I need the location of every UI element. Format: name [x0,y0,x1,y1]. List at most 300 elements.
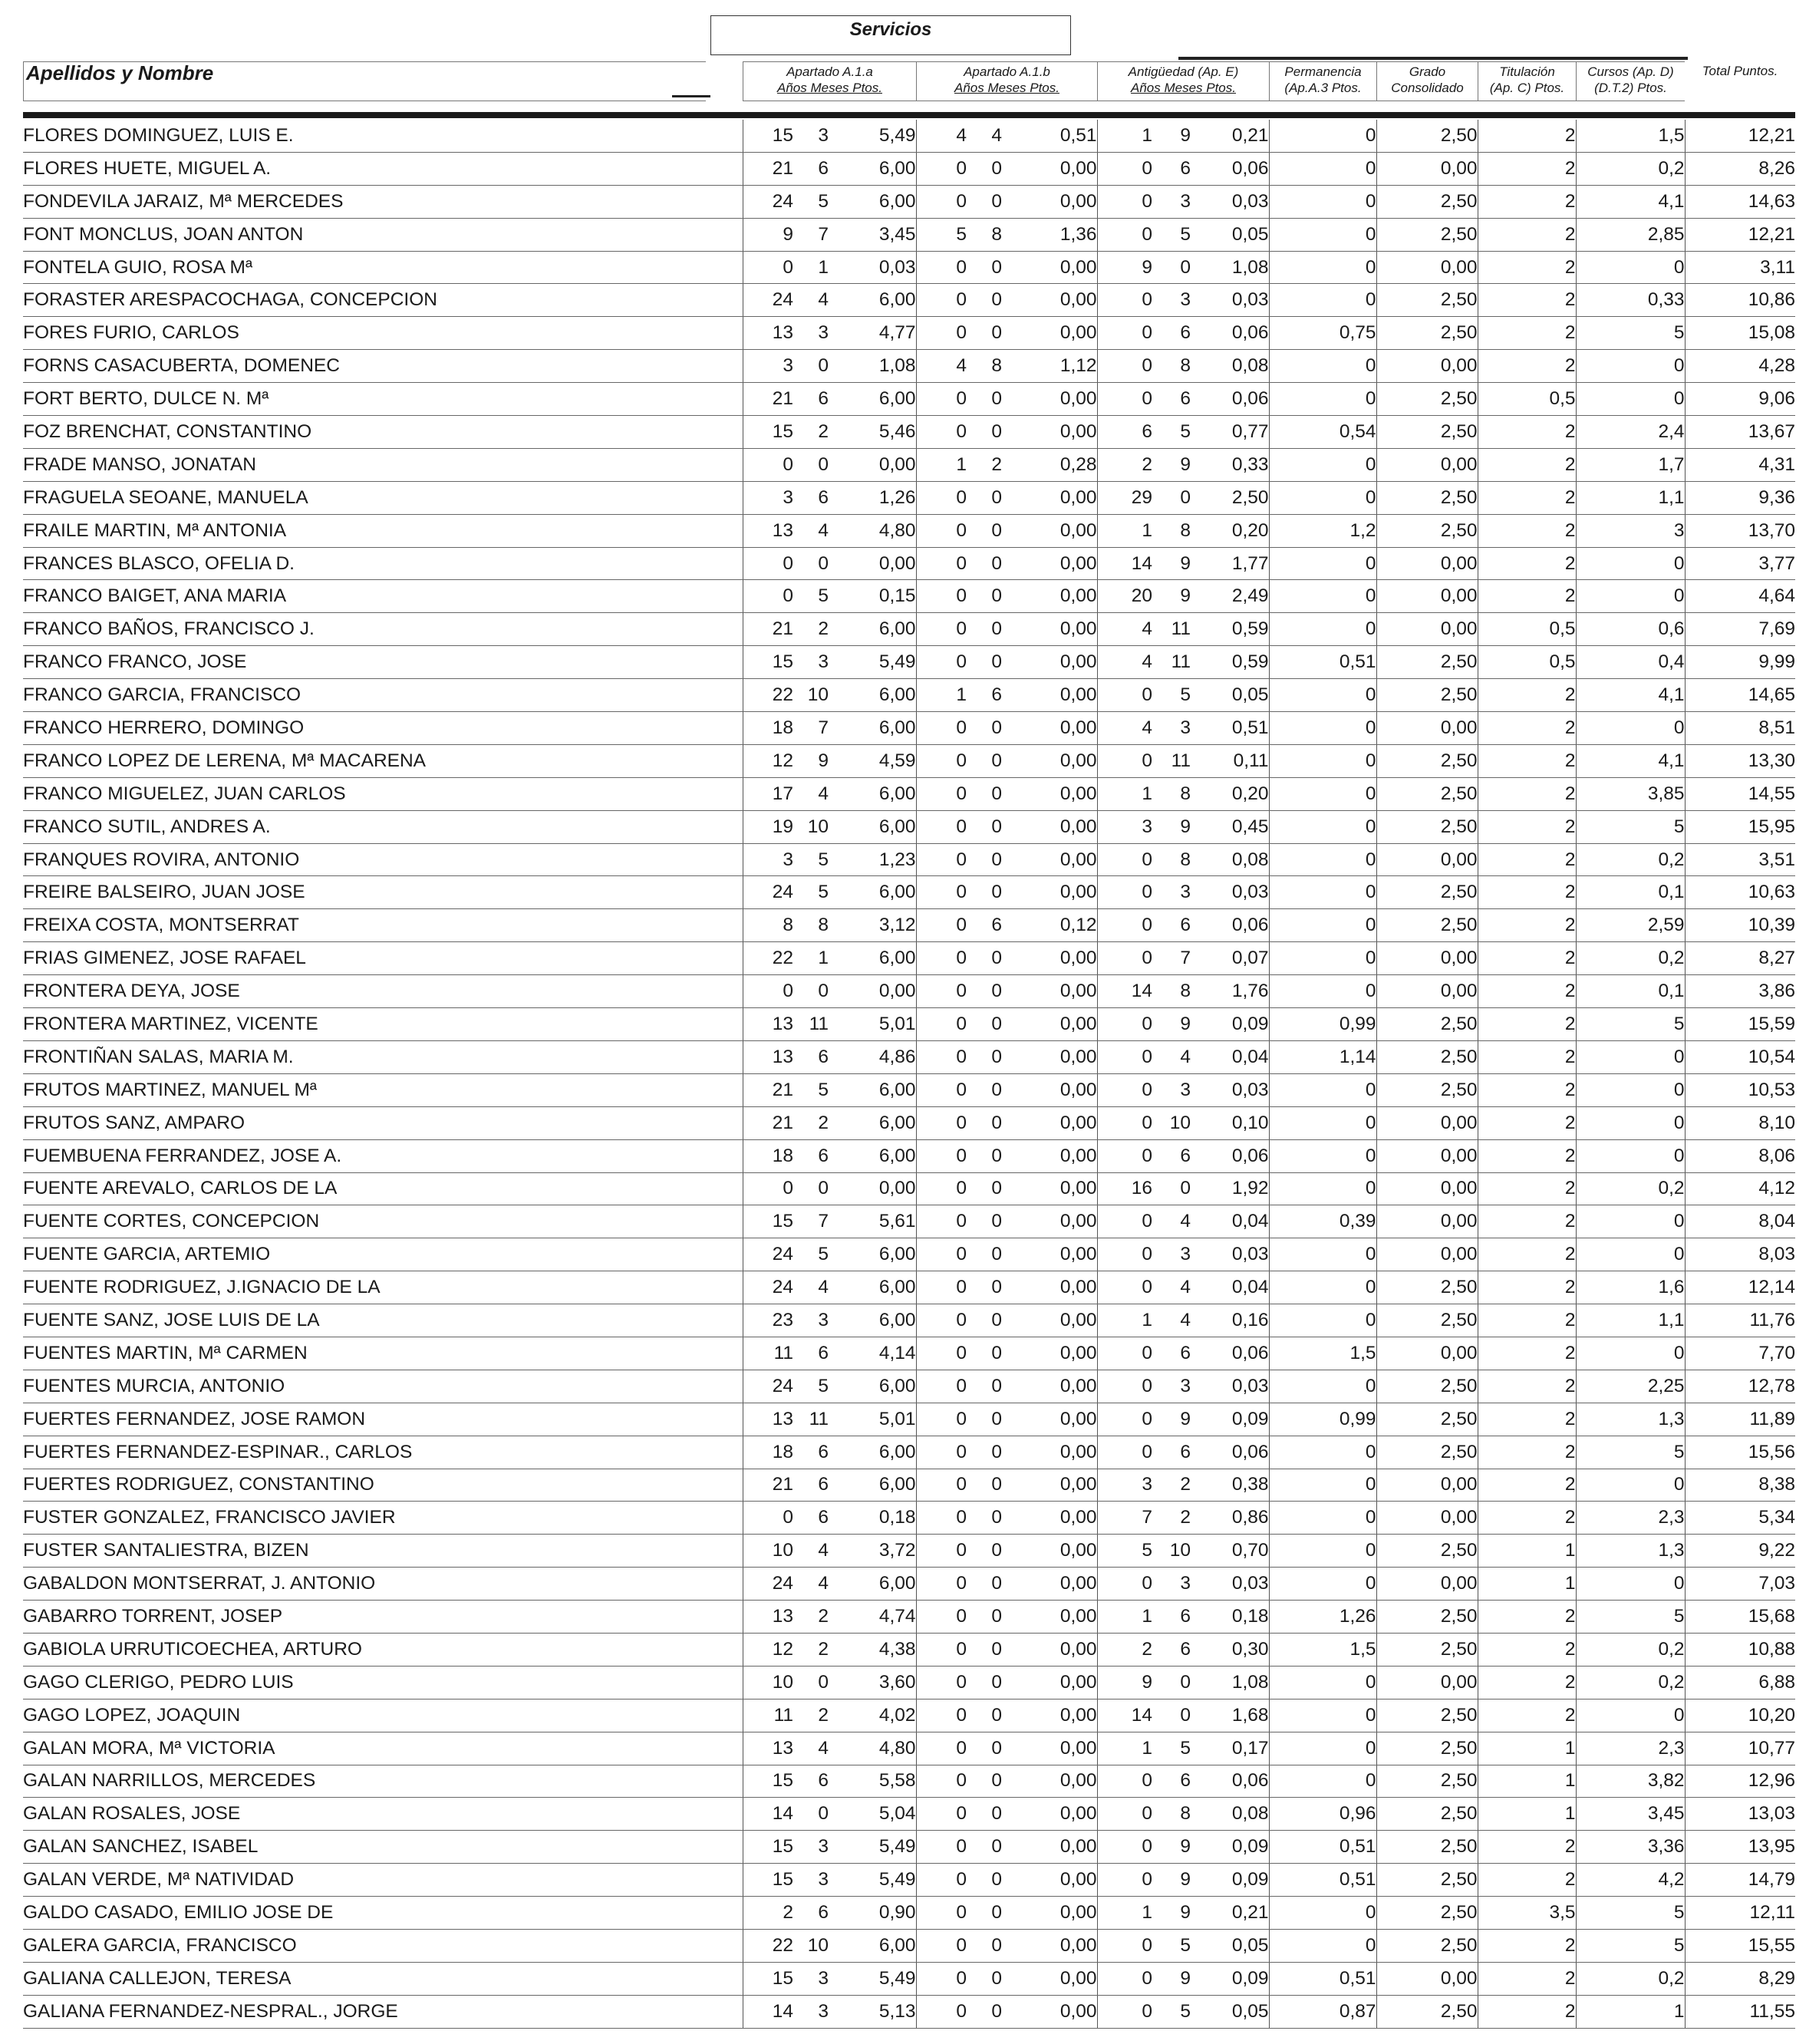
cell-a1b-months: 0 [967,251,1002,284]
cell-a1a-points: 6,00 [829,712,916,745]
cell-a1a-months: 0 [793,547,829,580]
cell-a1a-points: 0,00 [829,448,916,481]
cell-a1b-years: 0 [916,1040,967,1073]
cell-a1a-months: 6 [793,1040,829,1073]
cell-a1a-months: 5 [793,1238,829,1271]
cell-grado: 2,50 [1376,1535,1478,1568]
table-row [23,1502,1795,1535]
cell-cursos: 2,25 [1576,1370,1685,1403]
cell-permanencia: 0 [1269,185,1376,218]
cell-titulacion: 2 [1478,1831,1576,1864]
cell-antig-years: 5 [1097,1535,1152,1568]
cell-titulacion: 2 [1478,1403,1576,1436]
table-row [23,843,1795,876]
cell-a1b-points: 0,28 [1002,448,1097,481]
cell-antig-months: 6 [1152,383,1191,416]
cell-titulacion: 2 [1478,448,1576,481]
cell-a1a-points: 6,00 [829,1370,916,1403]
table-row [23,942,1795,975]
cell-a1b-points: 0,00 [1002,383,1097,416]
cell-cursos: 0,4 [1576,646,1685,679]
cell-a1b-points: 0,00 [1002,975,1097,1008]
cell-a1a-years: 8 [743,909,793,942]
cell-a1b-points: 1,12 [1002,350,1097,383]
cell-titulacion: 2 [1478,1271,1576,1304]
cell-permanencia: 0 [1269,1469,1376,1502]
table-row [23,1666,1795,1699]
table-row [23,481,1795,514]
cell-a1b-months: 0 [967,1337,1002,1370]
cell-cursos: 0,2 [1576,1633,1685,1666]
cell-a1a-years: 3 [743,481,793,514]
cell-total: 12,21 [1685,120,1795,152]
cell-a1b-months: 6 [967,909,1002,942]
cell-antig-points: 0,59 [1191,613,1269,646]
cell-a1b-months: 0 [967,1040,1002,1073]
cell-name: GAGO CLERIGO, PEDRO LUIS [23,1666,743,1699]
cell-a1a-points: 4,77 [829,317,916,350]
cell-a1a-points: 5,49 [829,120,916,152]
cell-antig-years: 20 [1097,580,1152,613]
cell-a1b-points: 0,00 [1002,1469,1097,1502]
cell-total: 12,14 [1685,1271,1795,1304]
cell-titulacion: 2 [1478,120,1576,152]
cell-permanencia: 0 [1269,218,1376,251]
table-row [23,1073,1795,1106]
cell-a1a-years: 0 [743,547,793,580]
cell-a1a-years: 21 [743,1073,793,1106]
cell-titulacion: 2 [1478,975,1576,1008]
cell-permanencia: 0 [1269,284,1376,317]
cell-titulacion: 2 [1478,1370,1576,1403]
cell-a1a-years: 15 [743,416,793,449]
cell-permanencia: 0 [1269,1106,1376,1139]
cell-antig-points: 0,06 [1191,1139,1269,1172]
cell-cursos: 0 [1576,1106,1685,1139]
table-row [23,1633,1795,1666]
cell-a1b-years: 0 [916,613,967,646]
cell-antig-years: 0 [1097,1337,1152,1370]
cell-a1a-points: 5,49 [829,1831,916,1864]
cell-total: 4,64 [1685,580,1795,613]
cell-antig-months: 7 [1152,942,1191,975]
cell-grado: 0,00 [1376,152,1478,185]
header-apartado-a1b [916,61,1097,101]
cell-a1b-points: 0,00 [1002,514,1097,547]
cell-permanencia: 0 [1269,613,1376,646]
cell-titulacion: 2 [1478,1205,1576,1238]
cell-antig-points: 0,06 [1191,383,1269,416]
cell-cursos: 0,1 [1576,975,1685,1008]
cell-titulacion: 2 [1478,1962,1576,1995]
cell-name: FRONTERA MARTINEZ, VICENTE [23,1008,743,1041]
cell-total: 10,53 [1685,1073,1795,1106]
cell-a1b-months: 0 [967,547,1002,580]
header-antiguedad [1097,61,1269,101]
cell-cursos: 3,85 [1576,777,1685,810]
cell-total: 4,12 [1685,1172,1795,1205]
cell-titulacion: 2 [1478,317,1576,350]
cell-name: FUERTES RODRIGUEZ, CONSTANTINO [23,1469,743,1502]
cell-name: FUENTES MURCIA, ANTONIO [23,1370,743,1403]
cell-titulacion: 2 [1478,547,1576,580]
cell-antig-years: 0 [1097,1436,1152,1469]
cell-a1b-months: 0 [967,1271,1002,1304]
cell-a1b-months: 0 [967,317,1002,350]
cell-cursos: 3,36 [1576,1831,1685,1864]
cell-cursos: 1,1 [1576,481,1685,514]
cell-a1b-months: 0 [967,1666,1002,1699]
cell-a1b-points: 0,00 [1002,1864,1097,1897]
cell-a1b-points: 0,51 [1002,120,1097,152]
cell-a1b-years: 0 [916,777,967,810]
cell-name: FUSTER GONZALEZ, FRANCISCO JAVIER [23,1502,743,1535]
cell-a1b-points: 0,00 [1002,1568,1097,1601]
cell-antig-points: 0,03 [1191,1073,1269,1106]
cell-grado: 0,00 [1376,843,1478,876]
cell-name: GALIANA FERNANDEZ-NESPRAL., JORGE [23,1995,743,2028]
cell-cursos: 5 [1576,1601,1685,1634]
cell-a1b-points: 0,00 [1002,185,1097,218]
cell-a1a-points: 0,00 [829,1172,916,1205]
cell-cursos: 1,7 [1576,448,1685,481]
cell-a1a-months: 6 [793,1337,829,1370]
cell-grado: 2,50 [1376,1304,1478,1337]
cell-grado: 2,50 [1376,1370,1478,1403]
cell-a1b-months: 0 [967,843,1002,876]
cell-total: 13,67 [1685,416,1795,449]
cell-a1a-years: 24 [743,1568,793,1601]
cell-grado: 0,00 [1376,251,1478,284]
cell-permanencia: 0 [1269,843,1376,876]
cell-name: FLORES DOMINGUEZ, LUIS E. [23,120,743,152]
cell-a1a-years: 0 [743,975,793,1008]
servicios-title: Servicios [849,19,932,40]
cell-permanencia: 0,39 [1269,1205,1376,1238]
cell-cursos: 4,1 [1576,185,1685,218]
header-line-2: Años Meses Ptos. [1130,81,1236,95]
cell-a1a-years: 24 [743,1370,793,1403]
cell-grado: 0,00 [1376,1666,1478,1699]
cell-titulacion: 2 [1478,1073,1576,1106]
cell-a1b-points: 0,00 [1002,777,1097,810]
cell-antig-points: 1,68 [1191,1699,1269,1732]
cell-antig-months: 6 [1152,1337,1191,1370]
cell-antig-months: 3 [1152,185,1191,218]
cell-a1b-years: 0 [916,251,967,284]
cell-a1a-months: 4 [793,1271,829,1304]
cell-a1b-years: 0 [916,744,967,777]
cell-titulacion: 2 [1478,350,1576,383]
cell-cursos: 1 [1576,1995,1685,2028]
cell-titulacion: 1 [1478,1798,1576,1831]
cell-antig-points: 0,05 [1191,679,1269,712]
cell-antig-months: 9 [1152,1962,1191,1995]
cell-name: FREIRE BALSEIRO, JUAN JOSE [23,876,743,909]
cell-permanencia: 0 [1269,1666,1376,1699]
cell-a1a-points: 6,00 [829,1929,916,1962]
cell-a1a-months: 6 [793,1436,829,1469]
cell-a1a-years: 18 [743,712,793,745]
cell-permanencia: 0 [1269,909,1376,942]
cell-permanencia: 0 [1269,350,1376,383]
cell-total: 8,51 [1685,712,1795,745]
cell-total: 10,77 [1685,1732,1795,1765]
cell-name: FORNS CASACUBERTA, DOMENEC [23,350,743,383]
cell-titulacion: 2 [1478,416,1576,449]
cell-antig-points: 1,92 [1191,1172,1269,1205]
cell-a1a-years: 11 [743,1337,793,1370]
cell-a1a-points: 4,80 [829,1732,916,1765]
cell-a1b-points: 0,00 [1002,1271,1097,1304]
cell-a1b-points: 0,00 [1002,1732,1097,1765]
cell-a1a-months: 3 [793,646,829,679]
table-row [23,810,1795,843]
cell-antig-points: 0,06 [1191,909,1269,942]
cell-cursos: 5 [1576,1436,1685,1469]
cell-permanencia: 0,51 [1269,1864,1376,1897]
cell-antig-months: 3 [1152,1568,1191,1601]
cell-a1a-years: 15 [743,1765,793,1798]
cell-antig-months: 0 [1152,1172,1191,1205]
cell-a1a-months: 6 [793,1502,829,1535]
cell-a1b-years: 0 [916,1172,967,1205]
cell-a1a-months: 5 [793,185,829,218]
cell-cursos: 5 [1576,317,1685,350]
cell-a1a-points: 6,00 [829,942,916,975]
table-row [23,777,1795,810]
cell-a1b-months: 0 [967,1864,1002,1897]
cell-a1a-months: 3 [793,1831,829,1864]
cell-a1a-points: 3,12 [829,909,916,942]
cell-a1b-months: 0 [967,1732,1002,1765]
cell-a1b-points: 0,00 [1002,1304,1097,1337]
cell-a1b-months: 0 [967,1073,1002,1106]
cell-total: 8,38 [1685,1469,1795,1502]
cell-a1a-months: 4 [793,1732,829,1765]
cell-a1b-months: 0 [967,613,1002,646]
cell-a1a-months: 6 [793,481,829,514]
cell-permanencia: 0 [1269,481,1376,514]
cell-a1a-months: 3 [793,1864,829,1897]
cell-grado: 2,50 [1376,1732,1478,1765]
cell-a1b-points: 0,00 [1002,1238,1097,1271]
cell-titulacion: 2 [1478,1633,1576,1666]
cell-grado: 0,00 [1376,350,1478,383]
cell-a1a-years: 14 [743,1798,793,1831]
cell-grado: 2,50 [1376,1897,1478,1930]
cell-permanencia: 0,75 [1269,317,1376,350]
cell-a1a-years: 22 [743,942,793,975]
cell-cursos: 0 [1576,580,1685,613]
table-row [23,547,1795,580]
cell-antig-points: 0,09 [1191,1403,1269,1436]
cell-grado: 2,50 [1376,1601,1478,1634]
cell-permanencia: 0 [1269,1172,1376,1205]
cell-a1b-months: 0 [967,1897,1002,1930]
cell-titulacion: 2 [1478,1337,1576,1370]
cell-a1a-years: 13 [743,1008,793,1041]
cell-antig-years: 3 [1097,810,1152,843]
cell-a1a-points: 6,00 [829,152,916,185]
cell-a1b-years: 0 [916,1073,967,1106]
cell-grado: 2,50 [1376,383,1478,416]
table-row [23,383,1795,416]
cell-a1a-points: 1,26 [829,481,916,514]
cell-grado: 2,50 [1376,744,1478,777]
cell-a1b-years: 1 [916,679,967,712]
cell-a1b-points: 0,00 [1002,1337,1097,1370]
cell-a1b-points: 0,00 [1002,1535,1097,1568]
cell-a1a-months: 11 [793,1403,829,1436]
cell-grado: 2,50 [1376,679,1478,712]
cell-antig-points: 0,07 [1191,942,1269,975]
cell-a1a-points: 3,45 [829,218,916,251]
cell-name: FONTELA GUIO, ROSA Mª [23,251,743,284]
cell-a1a-months: 4 [793,284,829,317]
cell-antig-points: 0,18 [1191,1601,1269,1634]
cell-antig-points: 0,08 [1191,843,1269,876]
cell-antig-points: 0,03 [1191,1370,1269,1403]
cell-a1b-points: 0,00 [1002,712,1097,745]
table-row [23,1139,1795,1172]
cell-a1a-points: 6,00 [829,1436,916,1469]
cell-titulacion: 2 [1478,1502,1576,1535]
cell-cursos: 0 [1576,712,1685,745]
cell-a1a-points: 4,14 [829,1337,916,1370]
cell-antig-points: 0,17 [1191,1732,1269,1765]
cell-cursos: 5 [1576,1929,1685,1962]
cell-a1b-points: 0,00 [1002,251,1097,284]
table-row [23,613,1795,646]
cell-grado: 0,00 [1376,1469,1478,1502]
table-row [23,317,1795,350]
cell-total: 15,56 [1685,1436,1795,1469]
cell-antig-points: 0,33 [1191,448,1269,481]
cell-a1a-years: 15 [743,120,793,152]
cell-name: FUERTES FERNANDEZ, JOSE RAMON [23,1403,743,1436]
cell-a1b-months: 0 [967,1370,1002,1403]
cell-antig-years: 0 [1097,909,1152,942]
cell-a1b-months: 0 [967,1172,1002,1205]
cell-a1a-points: 5,49 [829,1962,916,1995]
cell-permanencia: 0 [1269,1436,1376,1469]
cell-antig-months: 11 [1152,744,1191,777]
cell-cursos: 4,1 [1576,744,1685,777]
table-row [23,679,1795,712]
cell-permanencia: 0 [1269,547,1376,580]
cell-antig-years: 14 [1097,547,1152,580]
cell-a1b-years: 0 [916,876,967,909]
cell-cursos: 4,2 [1576,1864,1685,1897]
cell-a1a-years: 0 [743,1172,793,1205]
cell-total: 15,59 [1685,1008,1795,1041]
cell-grado: 2,50 [1376,218,1478,251]
cell-a1a-points: 0,18 [829,1502,916,1535]
cell-total: 8,29 [1685,1962,1795,1995]
cell-a1b-points: 0,00 [1002,1699,1097,1732]
cell-name: FUSTER SANTALIESTRA, BIZEN [23,1535,743,1568]
cell-antig-months: 8 [1152,1798,1191,1831]
table-row [23,1568,1795,1601]
cell-a1a-months: 10 [793,810,829,843]
cell-titulacion: 2 [1478,1172,1576,1205]
cell-a1b-points: 0,00 [1002,1897,1097,1930]
table-row [23,646,1795,679]
cell-antig-years: 1 [1097,1601,1152,1634]
cell-name: GALAN MORA, Mª VICTORIA [23,1732,743,1765]
cell-a1b-years: 0 [916,1337,967,1370]
cell-name: FUENTE GARCIA, ARTEMIO [23,1238,743,1271]
cell-name: GALERA GARCIA, FRANCISCO [23,1929,743,1962]
cell-a1b-points: 0,00 [1002,1008,1097,1041]
cell-antig-points: 0,59 [1191,646,1269,679]
cell-a1b-months: 0 [967,1502,1002,1535]
cell-cursos: 0 [1576,251,1685,284]
cell-antig-years: 1 [1097,1897,1152,1930]
table-row [23,712,1795,745]
cell-antig-months: 3 [1152,1073,1191,1106]
cell-name: FORES FURIO, CARLOS [23,317,743,350]
cell-grado: 0,00 [1376,712,1478,745]
cell-total: 10,86 [1685,284,1795,317]
cell-a1a-months: 7 [793,218,829,251]
cell-antig-points: 1,77 [1191,547,1269,580]
cell-antig-years: 2 [1097,448,1152,481]
cell-name: GALAN ROSALES, JOSE [23,1798,743,1831]
cell-a1b-years: 0 [916,1502,967,1535]
cell-antig-months: 4 [1152,1040,1191,1073]
cell-grado: 0,00 [1376,1106,1478,1139]
cell-a1b-years: 0 [916,580,967,613]
cell-antig-points: 2,50 [1191,481,1269,514]
table-row [23,350,1795,383]
cell-a1b-months: 0 [967,744,1002,777]
header-line-1: Cursos (Ap. D) [1587,64,1674,79]
cell-cursos: 2,4 [1576,416,1685,449]
cell-titulacion: 2 [1478,679,1576,712]
cell-a1a-years: 19 [743,810,793,843]
cell-a1b-years: 0 [916,1897,967,1930]
cell-total: 11,76 [1685,1304,1795,1337]
cell-total: 14,55 [1685,777,1795,810]
cell-antig-months: 9 [1152,120,1191,152]
cell-a1b-years: 0 [916,1271,967,1304]
cell-a1a-years: 13 [743,1601,793,1634]
cell-a1b-years: 0 [916,1469,967,1502]
cell-a1a-months: 1 [793,251,829,284]
cell-antig-months: 8 [1152,514,1191,547]
cell-a1a-years: 23 [743,1304,793,1337]
cell-permanencia: 0 [1269,1238,1376,1271]
cell-a1b-years: 0 [916,1995,967,2028]
cell-a1b-years: 0 [916,810,967,843]
cell-antig-points: 0,03 [1191,1568,1269,1601]
cell-a1a-years: 21 [743,1106,793,1139]
cell-cursos: 1,5 [1576,120,1685,152]
cell-a1b-years: 0 [916,317,967,350]
cell-grado: 2,50 [1376,1798,1478,1831]
cell-antig-months: 9 [1152,448,1191,481]
cell-total: 15,68 [1685,1601,1795,1634]
cell-antig-months: 5 [1152,416,1191,449]
cell-antig-months: 2 [1152,1469,1191,1502]
cell-antig-years: 0 [1097,1403,1152,1436]
cell-antig-months: 6 [1152,909,1191,942]
cell-antig-points: 0,09 [1191,1008,1269,1041]
cell-name: FONDEVILA JARAIZ, Mª MERCEDES [23,185,743,218]
cell-permanencia: 0 [1269,383,1376,416]
